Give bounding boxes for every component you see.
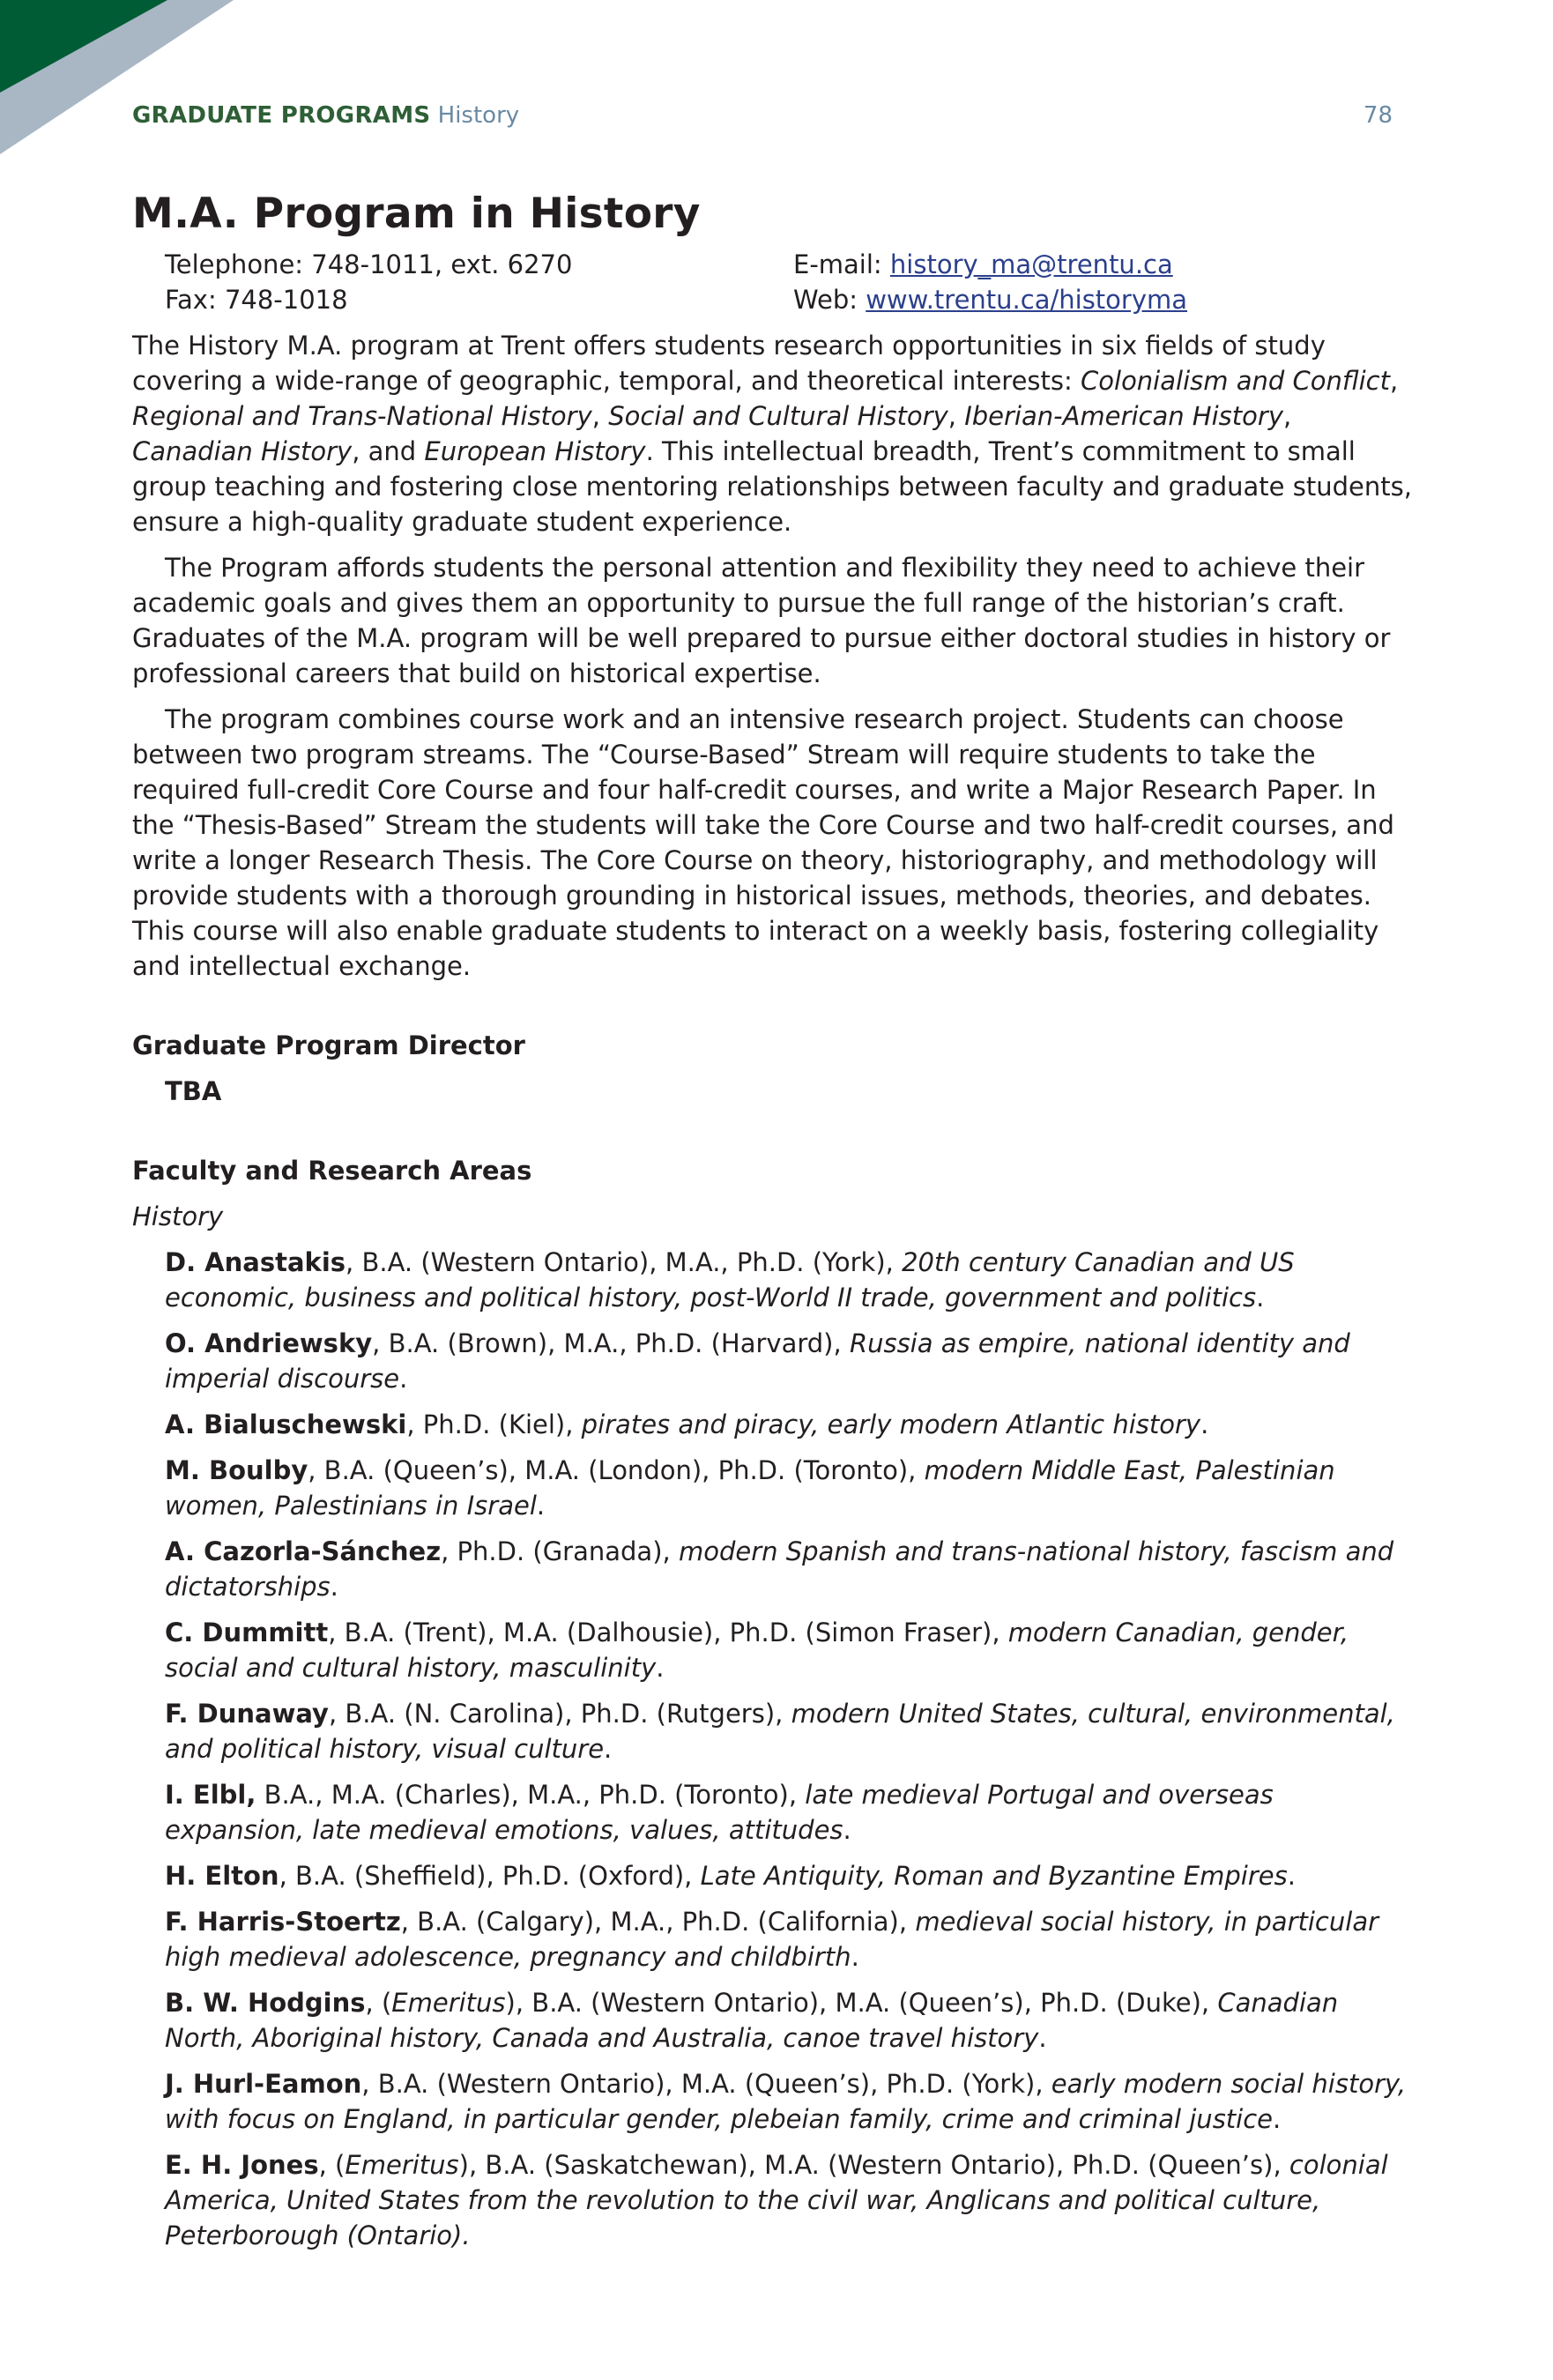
- faculty-name: A. Cazorla-Sánchez: [165, 1536, 442, 1566]
- faculty-name: M. Boulby: [165, 1455, 308, 1485]
- contact-info: [165, 247, 1419, 317]
- faculty-areas: late medieval Portugal and overseas expansion, late medieval emotions, values, attitudes: [165, 1780, 1274, 1845]
- faculty-areas: Canadian North, Aboriginal history, Canada and Australia, canoe travel history: [165, 1988, 1339, 2053]
- faculty-member: [165, 2147, 1419, 2253]
- faculty-end: .: [604, 1734, 613, 1764]
- faculty-member: [165, 1326, 1419, 1396]
- running-header: [132, 100, 1393, 130]
- page-number: 78: [1363, 102, 1393, 129]
- faculty-end: .: [330, 1572, 338, 1602]
- faculty-areas: modern Canadian, gender, social and cultural history, masculinity: [165, 1618, 1349, 1683]
- faculty-member: [165, 1453, 1419, 1523]
- faculty-member: [165, 1534, 1419, 1604]
- faculty-creds: , B.A. (Brown), M.A., Ph.D. (Harvard),: [372, 1328, 850, 1358]
- faculty-heading: Faculty and Research Areas: [132, 1156, 532, 1186]
- faculty-areas: early modern social history, with focus on England, in particular gender, plebeian family, crime and criminal justice: [165, 2069, 1407, 2134]
- faculty-creds: ), B.A. (Western Ontario), M.A. (Queen’s), Ph.D. (Duke),: [505, 1988, 1218, 2018]
- faculty-creds: , Ph.D. (Kiel),: [406, 1409, 582, 1439]
- faculty-emeritus: Emeritus: [345, 2150, 459, 2180]
- faculty-name: E. H. Jones: [165, 2150, 319, 2180]
- faculty-creds: , B.A. (Calgary), M.A., Ph.D. (California),: [400, 1907, 916, 1937]
- web-link[interactable]: www.trentu.ca/historyma: [866, 285, 1188, 315]
- faculty-areas: modern United States, cultural, environmental, and political history, visual culture: [165, 1699, 1395, 1764]
- faculty-creds-a: , (: [365, 1988, 392, 2018]
- faculty-name: H. Elton: [165, 1861, 279, 1891]
- faculty-subcategory: History: [132, 1201, 224, 1231]
- intro-paragraph-1: The History M.A. program at Trent offers students research opportunities in six fields of study covering a wide-range of geographic, temporal, and theoretical interests: Colonialism and Conflict, Regional and Trans-National History, Social and Cultural History, Iberian-American History, Canadian History, and European History. This intellectual breadth, Trent’s commitment to small group teaching and fostering close mentoring relationships between faculty and graduate students, ensure a high-quality graduate student experience.: [132, 331, 1412, 537]
- faculty-name: I. Elbl,: [165, 1780, 256, 1810]
- faculty-member: [165, 1858, 1419, 1893]
- faculty-name: D. Anastakis: [165, 1247, 346, 1277]
- faculty-areas: Russia as empire, national identity and imperial discourse: [165, 1328, 1350, 1394]
- faculty-end: .: [851, 1942, 859, 1972]
- faculty-name: A. Bialuschewski: [165, 1409, 407, 1439]
- faculty-creds: , B.A. (Queen’s), M.A. (London), Ph.D. (Toronto),: [308, 1455, 925, 1485]
- faculty-member: [165, 1696, 1419, 1766]
- telephone: Telephone: 748-1011, ext. 6270: [165, 249, 573, 279]
- faculty-creds: , B.A. (Sheffield), Ph.D. (Oxford),: [279, 1861, 701, 1891]
- director-heading: Graduate Program Director: [132, 1030, 525, 1060]
- faculty-emeritus: Emeritus: [391, 1988, 506, 2018]
- intro-paragraph-3: The program combines course work and an intensive research project. Students can choose between two program streams. The “Course-Based” Stream will require students to take the required full-credit Core Course and four half-credit courses, and write a Major Research Paper. In the “Thesis-Based” Stream the students will take the Core Course and two half-credit courses, and write a longer Research Thesis. The Core Course on theory, historiography, and methodology will provide students with a thorough grounding in historical issues, methods, theories, and debates. This course will also enable graduate students to interact on a weekly basis, fostering collegiality and intellectual exchange.: [132, 704, 1394, 981]
- faculty-name: J. Hurl-Eamon: [165, 2069, 362, 2099]
- fax: Fax: 748-1018: [165, 285, 348, 315]
- faculty-end: .: [399, 1364, 408, 1394]
- faculty-areas: 20th century Canadian and US economic, business and political history, post-World II trade, government and politics: [165, 1247, 1295, 1313]
- faculty-member: [165, 1777, 1419, 1848]
- faculty-creds-a: , (: [318, 2150, 346, 2180]
- faculty-end: .: [1200, 1409, 1209, 1439]
- faculty-member: [165, 1245, 1419, 1315]
- faculty-areas: pirates and piracy, early modern Atlantic history: [581, 1409, 1201, 1439]
- email-link[interactable]: history_ma@trentu.ca: [889, 249, 1173, 279]
- faculty-creds: , B.A. (Trent), M.A. (Dalhousie), Ph.D. (Simon Fraser),: [328, 1618, 1008, 1647]
- email-label: E-mail:: [793, 249, 890, 279]
- page-title: M.A. Program in History: [132, 190, 701, 238]
- web-label: Web:: [793, 285, 866, 315]
- faculty-creds: ), B.A. (Saskatchewan), M.A. (Western Ontario), Ph.D. (Queen’s),: [458, 2150, 1289, 2180]
- faculty-creds: , B.A. (Western Ontario), M.A. (Queen’s), Ph.D. (York),: [361, 2069, 1051, 2099]
- intro-paragraph-2: The Program affords students the personal attention and flexibility they need to achieve their academic goals and gives them an opportunity to pursue the full range of the historian’s craft. Graduates of the M.A. program will be well prepared to pursue either doctoral studies in history or professional careers that build on historical expertise.: [132, 553, 1391, 688]
- faculty-name: F. Harris-Stoertz: [165, 1907, 401, 1937]
- faculty-end: .: [1038, 2023, 1047, 2053]
- faculty-end: .: [1273, 2104, 1282, 2134]
- faculty-areas: Late Antiquity, Roman and Byzantine Empires: [700, 1861, 1288, 1891]
- header-subsection: History: [437, 102, 520, 129]
- faculty-member: [165, 2066, 1419, 2137]
- faculty-end: .: [1256, 1283, 1265, 1313]
- faculty-list: [165, 1245, 1419, 2253]
- faculty-areas: medieval social history, in particular high medieval adolescence, pregnancy and childbirth: [165, 1907, 1379, 1972]
- corner-decoration: [0, 0, 264, 154]
- faculty-name: B. W. Hodgins: [165, 1988, 366, 2018]
- header-section: GRADUATE PROGRAMS: [132, 102, 431, 129]
- faculty-end: .: [843, 1815, 851, 1845]
- faculty-areas: modern Spanish and trans-national history, fascism and dictatorships: [165, 1536, 1394, 1602]
- faculty-name: O. Andriewsky: [165, 1328, 373, 1358]
- faculty-member: [165, 1985, 1419, 2056]
- faculty-member: [165, 1615, 1419, 1685]
- faculty-member: [165, 1904, 1419, 1975]
- faculty-creds: B.A., M.A. (Charles), M.A., Ph.D. (Toronto),: [256, 1780, 806, 1810]
- faculty-creds: , B.A. (Western Ontario), M.A., Ph.D. (York),: [346, 1247, 903, 1277]
- faculty-creds: , B.A. (N. Carolina), Ph.D. (Rutgers),: [328, 1699, 791, 1729]
- faculty-name: C. Dummitt: [165, 1618, 329, 1647]
- page-content: [132, 187, 1419, 2253]
- faculty-areas: modern Middle East, Palestinian women, Palestinians in Israel: [165, 1455, 1335, 1521]
- faculty-end: .: [1287, 1861, 1296, 1891]
- faculty-name: F. Dunaway: [165, 1699, 329, 1729]
- faculty-creds: , Ph.D. (Granada),: [441, 1536, 679, 1566]
- faculty-areas: colonial America, United States from the revolution to the civil war, Anglicans and political culture, Peterborough (Ontario).: [165, 2150, 1388, 2250]
- faculty-end: .: [656, 1653, 665, 1683]
- faculty-member: [165, 1407, 1419, 1442]
- director-name: TBA: [165, 1076, 222, 1106]
- faculty-end: .: [536, 1491, 546, 1521]
